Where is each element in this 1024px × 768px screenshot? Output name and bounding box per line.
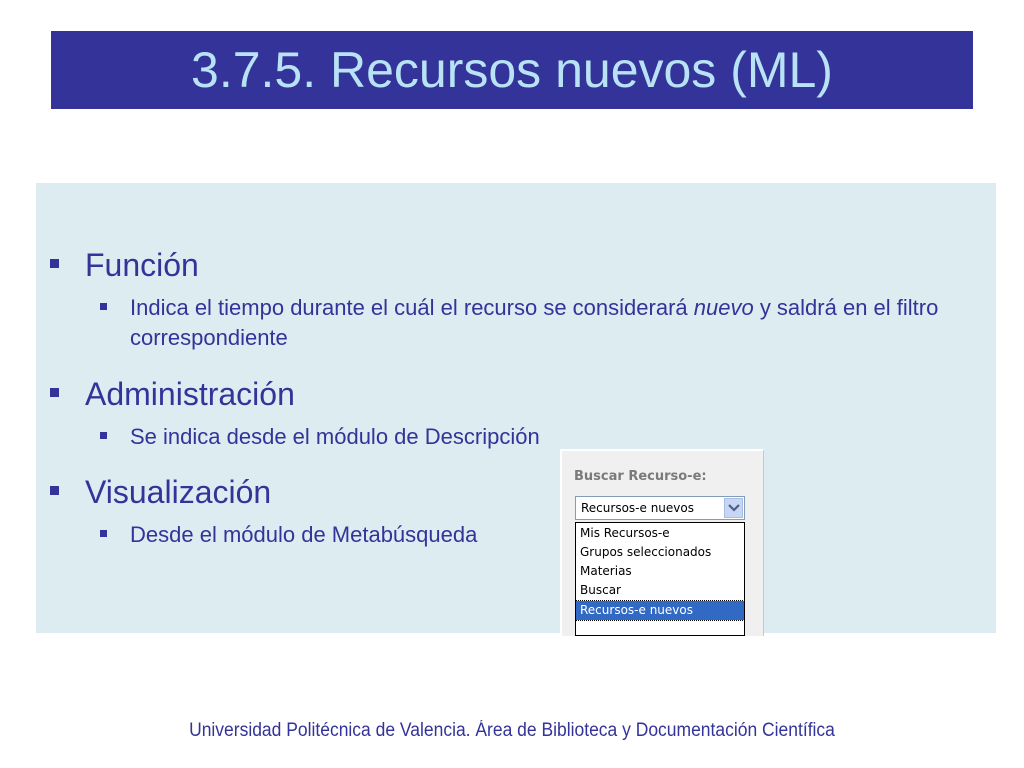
dropdown-list	[575, 522, 745, 636]
title-bar	[51, 31, 973, 109]
slide-footer: Universidad Politécnica de Valencia. Área de Biblioteca y Documentación Científica	[189, 720, 835, 741]
dropdown-option[interactable]: Grupos seleccionados	[580, 545, 712, 559]
widget-label: Buscar Recurso-e:	[574, 469, 707, 484]
square-bullet-icon	[100, 303, 107, 310]
sub-text-before: Indica el tiempo durante el cuál el recurso se considerará	[130, 295, 694, 320]
slide-title: 3.7.5. Recursos nuevos (ML)	[191, 42, 833, 98]
square-bullet-icon	[50, 388, 59, 397]
bullet-heading: Visualización	[85, 474, 272, 510]
square-bullet-icon	[100, 432, 107, 439]
sub-text-emphasis: nuevo	[693, 295, 754, 320]
sub-text-after: y saldrá en el filtro correspondiente	[130, 295, 939, 350]
dropdown-option-selected[interactable]: Recursos-e nuevos	[576, 601, 744, 620]
square-bullet-icon	[50, 486, 59, 495]
dropdown-option[interactable]: Mis Recursos-e	[580, 526, 670, 540]
sub-bullet-text: Se indica desde el módulo de Descripción	[130, 424, 540, 449]
dropdown-option[interactable]: Materias	[580, 564, 632, 578]
square-bullet-icon	[50, 259, 59, 268]
bullet-heading: Administración	[85, 376, 295, 412]
sub-bullet-text	[130, 293, 960, 353]
chevron-down-icon[interactable]	[724, 498, 743, 518]
select-value: Recursos-e nuevos	[581, 501, 694, 515]
square-bullet-icon	[100, 530, 107, 537]
resource-search-widget	[560, 449, 764, 636]
dropdown-option[interactable]: Buscar	[580, 583, 621, 597]
sub-bullet-text: Desde el módulo de Metabúsqueda	[130, 522, 478, 547]
bullet-heading: Función	[85, 247, 199, 283]
resource-select[interactable]	[575, 496, 745, 520]
